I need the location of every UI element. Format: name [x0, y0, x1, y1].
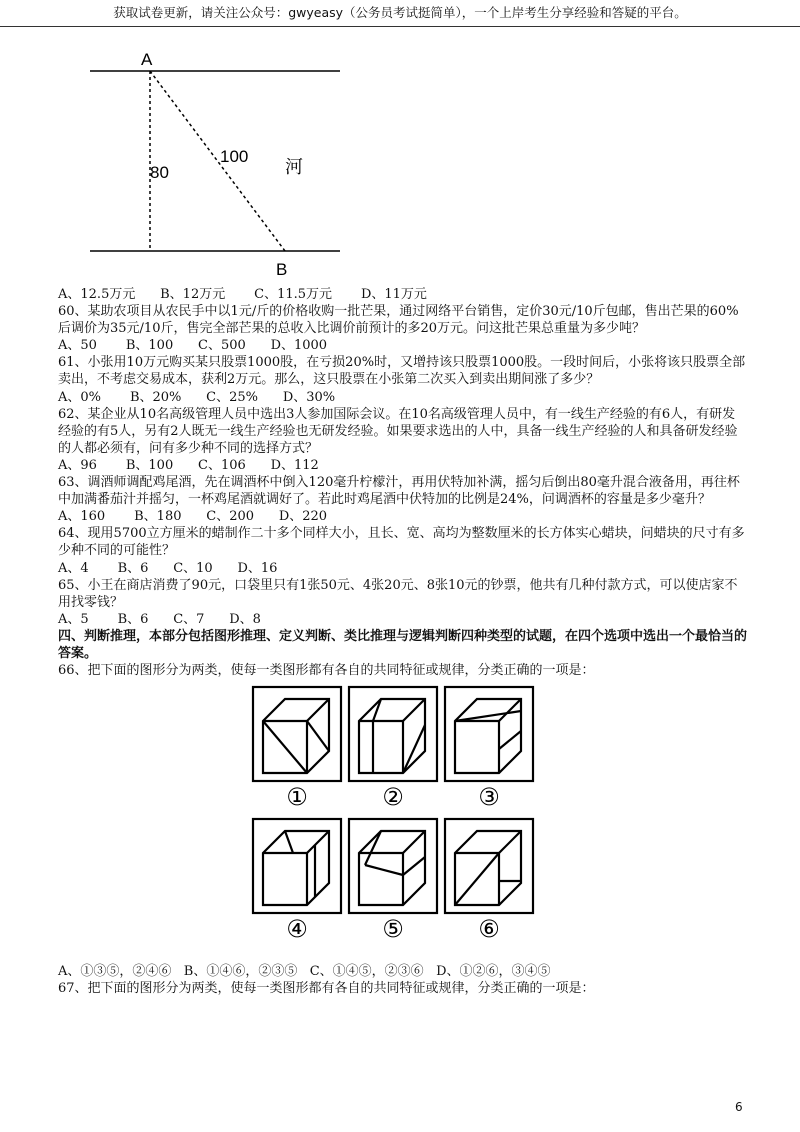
point-a-label: A — [141, 50, 153, 69]
q59-options: A、12.5万元 B、12万元 C、11.5万元 D、11万元 — [58, 287, 427, 302]
page-header: 获取试卷更新，请关注公众号：gwyeasy（公务员考试挺简单），一个上岸考生分享经验和答疑的平台。 — [0, 0, 800, 27]
figure-1-cube — [253, 687, 341, 781]
q61-options: A、0% B、20% C、25% D、30% — [58, 389, 336, 405]
distance-100-label: 100 — [220, 147, 249, 166]
river-diagram — [85, 45, 355, 285]
q60-stem: 60、某助农项目从农民手中以1元/斤的价格收购一批芒果，通过网络平台销售，定价30元/10斤包邮，售出芒果的60%后调价为35元/10斤，售完全部芒果的总收入比调价前预计的多20万元。问这批芒果总重量为多少吨？ — [58, 304, 739, 337]
diagonal-line — [150, 71, 285, 251]
figure-label-5: ⑤ — [382, 915, 404, 944]
figure-6-cube — [445, 819, 533, 913]
q61-stem: 61、小张用10万元购买某只股票1000股，在亏损20%时，又增持该只股票1000股。一段时间后，小张将该只股票全部卖出，不考虑交易成本，获利2万元。那么，这只股票在小张第二次买入到卖出期间涨了多少？ — [58, 355, 746, 388]
q64-options: A、4 B、6 C、10 D、16 — [58, 560, 278, 576]
figure-3-cube — [445, 687, 533, 781]
figure-label-4: ④ — [286, 915, 308, 944]
figure-2-cube — [349, 687, 437, 781]
point-b-label: B — [276, 260, 288, 279]
q66-options: A、①③⑤，②④⑥ B、①④⑥，②③⑤ C、①④⑤，②③⑥ D、①②⑥，③④⑤ — [58, 964, 551, 980]
river-label: 河 — [285, 157, 303, 178]
q64-stem: 64、现用5700立方厘米的蜡制作二十多个同样大小，且长、宽、高均为整数厘米的长方体实心蜡块，问蜡块的尺寸有多少种不同的可能性？ — [58, 526, 745, 559]
q67-stem: 67、把下面的图形分为两类，使每一类图形都有各自的共同特征或规律，分类正确的一项是： — [58, 981, 595, 997]
q66-stem: 66、把下面的图形分为两类，使每一类图形都有各自的共同特征或规律，分类正确的一项是： — [58, 663, 595, 679]
distance-80-label: 80 — [150, 163, 169, 182]
q62-stem: 62、某企业从10名高级管理人员中选出3人参加国际会议。在10名高级管理人员中，有一线生产经验的有6人，有研发经验的有5人，另有2人既无一线生产经验也无研发经验。如果要求选出的人中，具备一线生产经验的人和具备研发经验的人都必须有，问有多少种不同的选择方式？ — [58, 406, 738, 456]
section-4-title: 四、判断推理，本部分包括图形推理、定义判断、类比推理与逻辑判断四种类型的试题，在四个选项中选出一个最恰当的答案。 — [58, 628, 748, 661]
q63-stem: 63、调酒师调配鸡尾酒，先在调酒杯中倒入120毫升柠檬汁，再用伏特加补满，摇匀后倒出80毫升混合液备用，再往杯中加满番茄汁并摇匀，一杯鸡尾酒就调好了。若此时鸡尾酒中伏特加的比例是24%，问调酒杯的容量是多少毫升？ — [58, 475, 740, 508]
page-number: 6 — [735, 1100, 743, 1114]
q60-options: A、50 B、100 C、500 D、1000 — [58, 338, 328, 354]
questions — [58, 286, 748, 997]
figure-label-2: ② — [382, 783, 404, 812]
q65-stem: 65、小王在商店消费了90元，口袋里只有1张50元、4张20元、8张10元的钞票，他共有几种付款方式，可以使店家不用找零钱？ — [58, 577, 738, 610]
figure-5-cube — [349, 819, 437, 913]
figure-label-3: ③ — [478, 783, 500, 812]
figure-label-6: ⑥ — [478, 915, 500, 944]
cube-figure-grid — [251, 685, 551, 963]
q62-options: A、96 B、100 C、106 D、112 — [58, 457, 319, 473]
q66-figures — [58, 685, 748, 963]
figure-4-cube — [253, 819, 341, 913]
figure-label-1: ① — [286, 783, 308, 812]
q65-options: A、5 B、6 C、7 D、8 — [58, 611, 261, 627]
q63-options: A、160 B、180 C、200 D、220 — [58, 509, 328, 525]
